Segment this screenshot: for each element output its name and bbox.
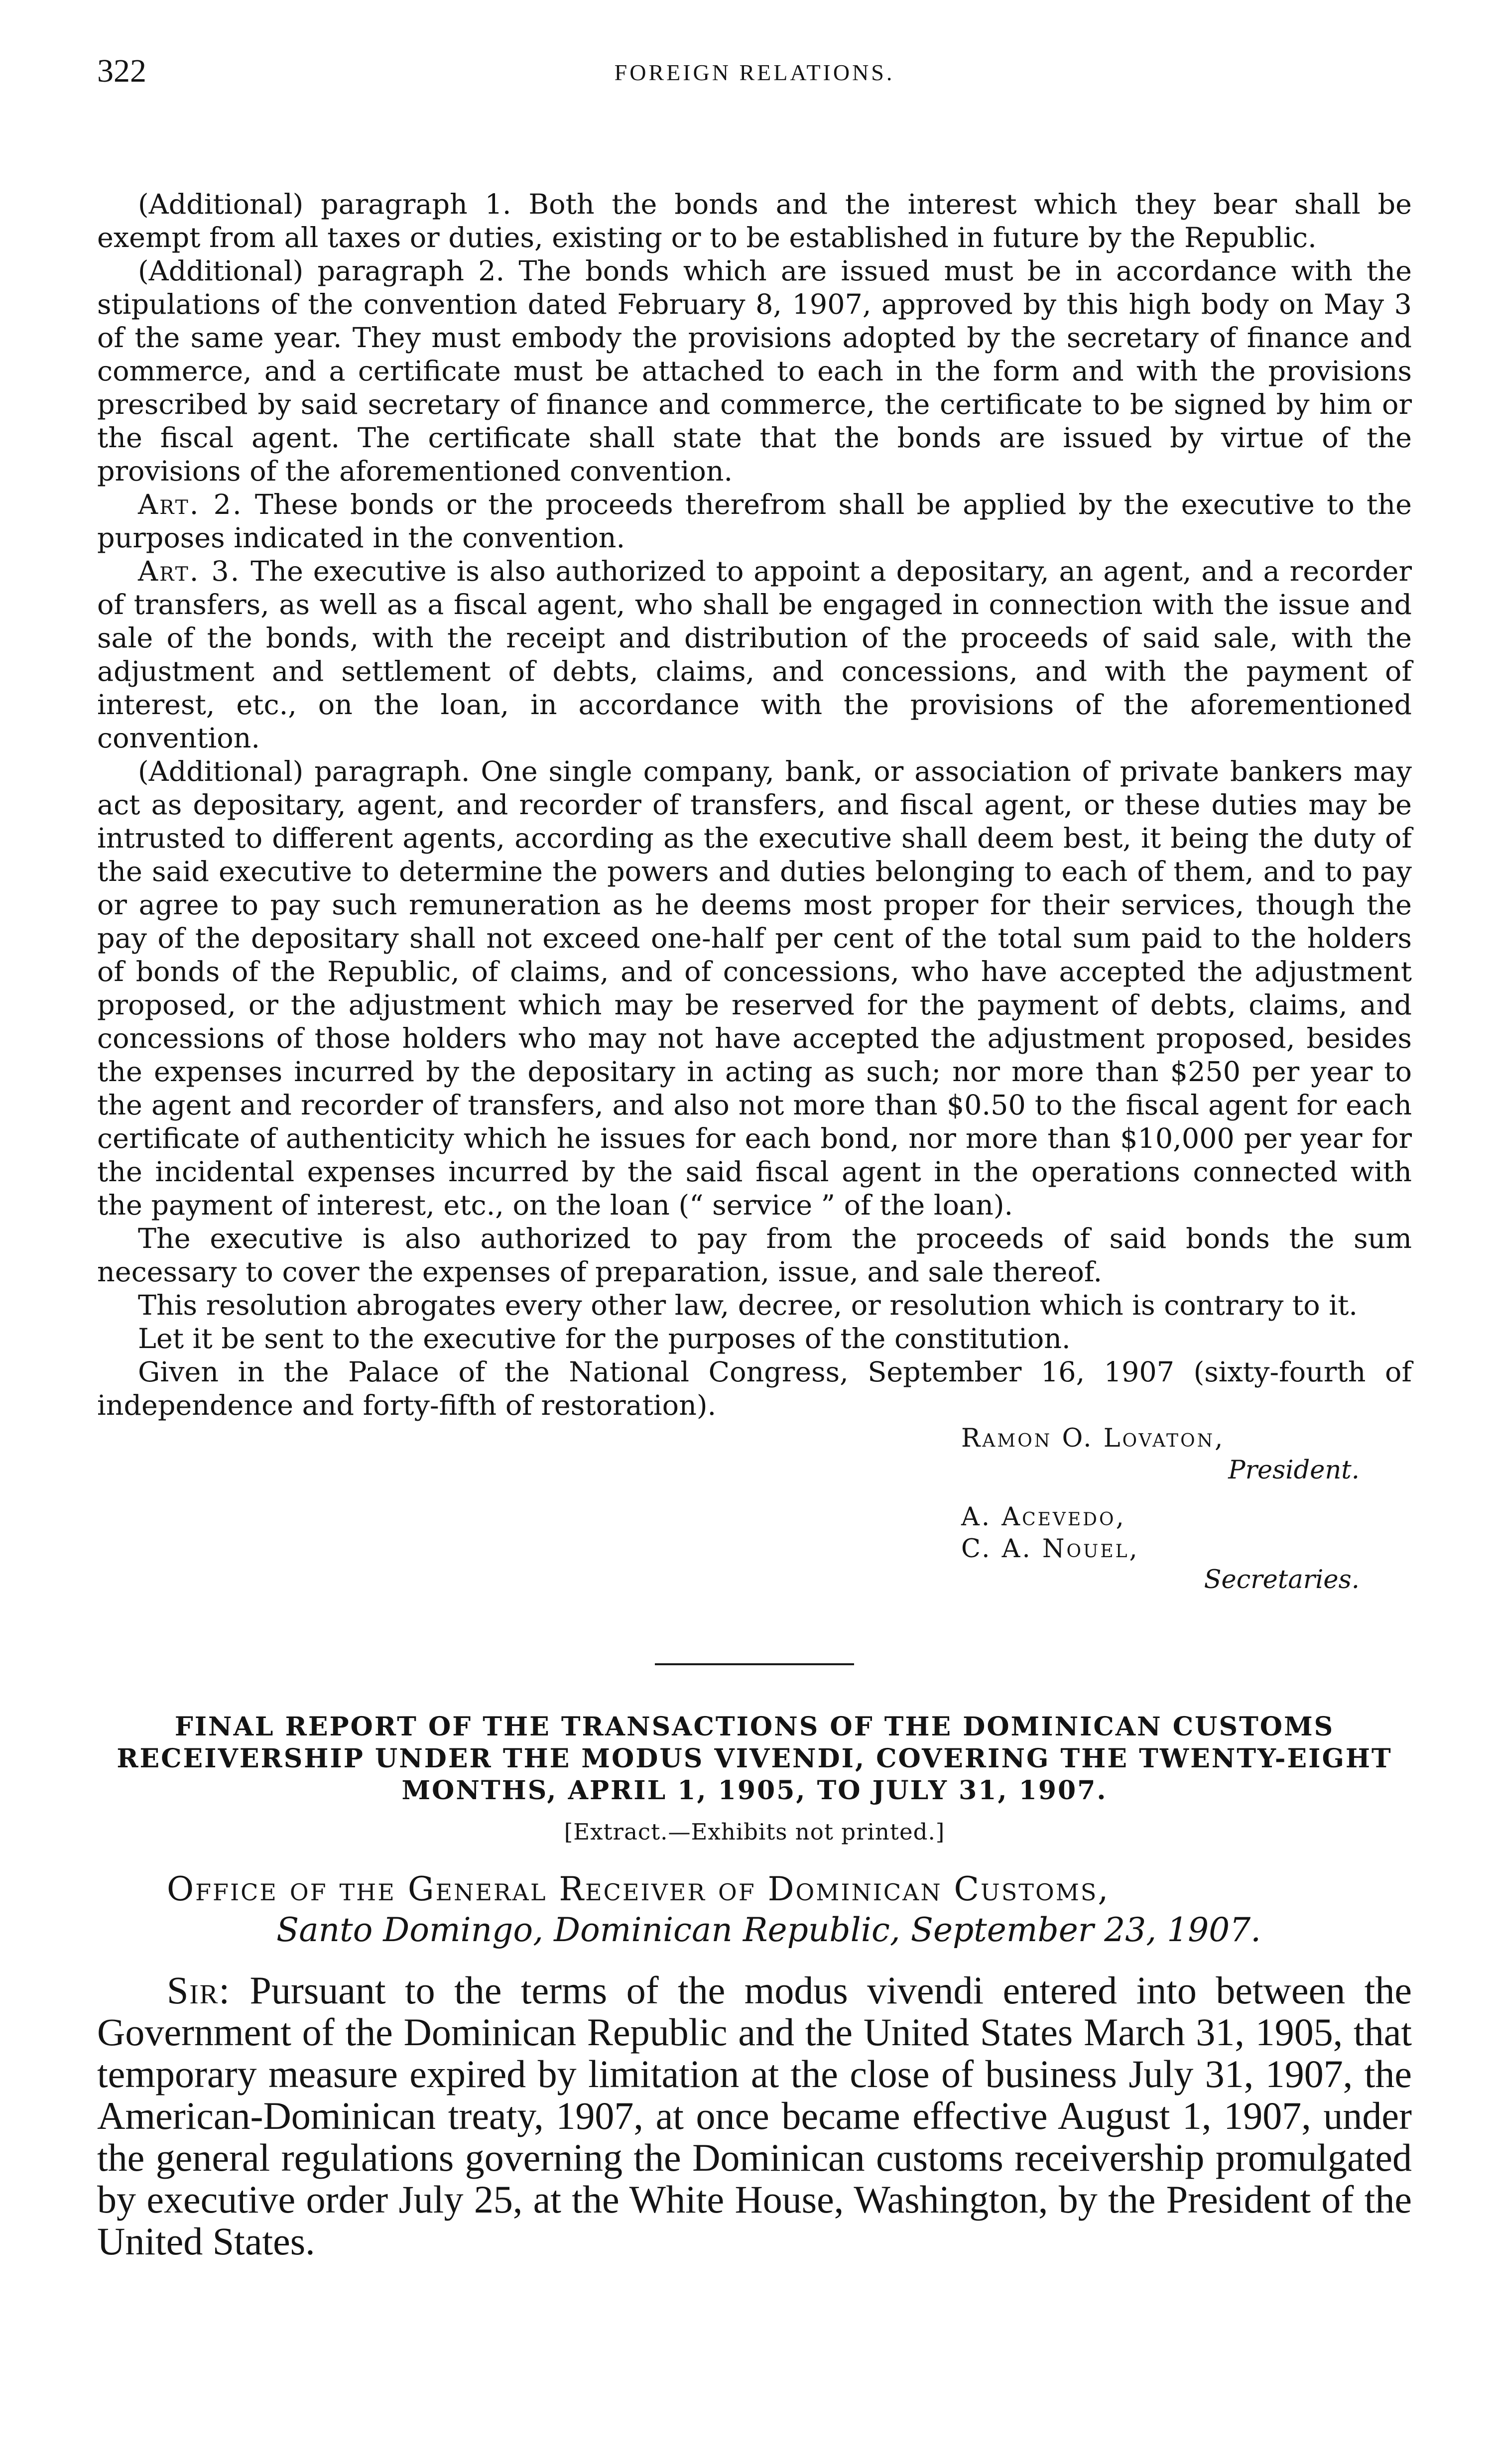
running-title: FOREIGN RELATIONS.: [614, 60, 895, 85]
paragraph: [97, 1289, 1412, 1322]
paragraph-text: The executive is also authorized to appoint a depositary, an agent, and a recorder of transfers, as well as a fiscal agent, who shall be engaged in connection with the issue and sale of the bonds, with the receipt and distribution of the proceeds of said sale, with the adjustment and settlement of debts, claims, and concessions, and with the payment of interest, etc., on the loan, in accordance with the provisions of the aforementioned convention.: [97, 555, 1412, 754]
paragraph-text: Let it be sent to the executive for the purposes of the constitution.: [138, 1323, 1071, 1355]
report-title: FINAL REPORT OF THE TRANSACTIONS OF THE DOMINICAN CUSTOMS RECEIVERSHIP UNDER THE MODUS VIVENDI, COVERING THE TWENTY-EIGHT MONTHS, APRIL 1, 1905, TO JULY 31, 1907.: [117, 1712, 1392, 1806]
letter-text: [97, 1970, 1412, 2262]
salutation: Sir:: [167, 1969, 231, 2012]
secretaries-title: Secretaries.: [1204, 1565, 1360, 1595]
office-name: Office of the General Receiver of Dominican Customs,: [167, 1870, 1110, 1908]
paragraph-text: (Additional) paragraph 2. The bonds which are issued must be in accordance with the stipulations of the convention dated February 8, 1907, approved by this high body on May 3 of the same year. They must embody the provisions adopted by the secretary of finance and commerce, and a certificate must be attached to each in the form and with the provisions prescribed by said secretary of finance and commerce, the certificate to be signed by him or the fiscal agent. The certificate shall state that the bonds are issued by virtue of the provisions of the aforementioned convention.: [97, 255, 1412, 488]
paragraph: [97, 1222, 1412, 1289]
paragraph: [97, 188, 1412, 254]
page-number: 322: [97, 53, 146, 89]
secretary-name: A. Acevedo,: [961, 1502, 1126, 1532]
article-label: Art. 3.: [138, 555, 241, 588]
section-divider: [655, 1663, 854, 1665]
paragraph-text: (Additional) paragraph 1. Both the bonds and the interest which they bear shall be exempt from all taxes or duties, existing or to be established in future by the Republic.: [97, 188, 1412, 254]
paragraph-text: These bonds or the proceeds therefrom shall be applied by the executive to the purposes indicated in the convention.: [97, 489, 1412, 554]
place-date: Santo Domingo, Dominican Republic, September 23, 1907.: [276, 1911, 1261, 1949]
secretary-name: C. A. Nouel,: [961, 1534, 1139, 1564]
paragraph: [97, 555, 1412, 755]
article-label: Art. 2.: [138, 489, 243, 521]
signature-block: [97, 1424, 1412, 1594]
president-name: Ramon O. Lovaton,: [961, 1424, 1225, 1453]
paragraph: [97, 755, 1412, 1222]
paragraph: [97, 254, 1412, 488]
extract-note: [Extract.—Exhibits not printed.]: [564, 1819, 945, 1845]
paragraph-text: Given in the Palace of the National Congress, September 16, 1907 (sixty-fourth of independence and forty-fifth of restoration).: [97, 1356, 1412, 1422]
paragraph-text: Pursuant to the terms of the modus vivendi entered into between the Government of the Dominican Republic and the United States March 31, 1905, that temporary measure expired by limitation at the close of business July 31, 1907, the American-Dominican treaty, 1907, at once became effective August 1, 1907, under the general regulations governing the Dominican customs receivership promulgated by executive order July 25, at the White House, Washington, by the President of the United States.: [97, 1969, 1412, 2263]
president-title: President.: [1228, 1456, 1360, 1485]
paragraph-text: This resolution abrogates every other law, decree, or resolution which is contrary to it.: [138, 1289, 1358, 1322]
paragraph: [97, 1970, 1412, 2262]
paragraph-text: (Additional) paragraph. One single company, bank, or association of private bankers may act as depositary, agent, and recorder of transfers, and fiscal agent, or these duties may be intrusted to different agents, according as the executive shall deem best, it being the duty of the said executive to determine the powers and duties belonging to each of them, and to pay or agree to pay such remuneration as he deems most proper for their services, though the pay of the depositary shall not exceed one-half per cent of the total sum paid to the holders of bonds of the Republic, of claims, and of concessions, who have accepted the adjustment proposed, or the adjustment which may be reserved for the payment of debts, claims, and concessions of those holders who may not have accepted the adjustment proposed, besides the expenses incurred by the depositary in acting as such; nor more than $250 per year to the agent and recorder of transfers, and also not more than $0.50 to the fiscal agent for each certificate of authenticity which he issues for each bond, nor more than $10,000 per year for the incidental expenses incurred by the said fiscal agent in the operations connected with the payment of interest, etc., on the loan (“ service ” of the loan).: [97, 755, 1412, 1222]
paragraph-text: The executive is also authorized to pay from the proceeds of said bonds the sum necessary to cover the expenses of preparation, issue, and sale thereof.: [97, 1223, 1412, 1288]
resolution-text: [97, 188, 1412, 1422]
letter-heading: [97, 1869, 1412, 1951]
running-head: [97, 52, 1412, 102]
paragraph: [97, 1355, 1412, 1422]
paragraph: [97, 1322, 1412, 1355]
paragraph: [97, 488, 1412, 555]
